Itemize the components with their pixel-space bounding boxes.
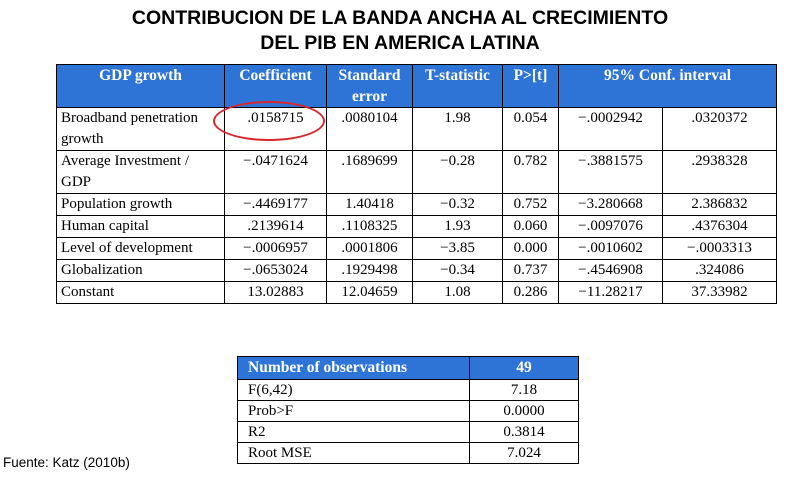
- cell-p-value: 0.000: [503, 238, 559, 260]
- stats-row: [238, 443, 579, 464]
- stats-label: Prob>F: [238, 401, 470, 422]
- cell-variable: Broadband penetration growth: [57, 108, 225, 151]
- cell-ci-low: −.0097076: [559, 216, 663, 238]
- stats-value: 7.18: [470, 380, 579, 401]
- stats-row: [238, 380, 579, 401]
- stats-value: 7.024: [470, 443, 579, 464]
- table-row: [57, 260, 777, 282]
- cell-t-statistic: 1.98: [413, 108, 503, 151]
- stats-label: F(6,42): [238, 380, 470, 401]
- table-row: [57, 194, 777, 216]
- cell-t-statistic: −0.32: [413, 194, 503, 216]
- cell-t-statistic: 1.93: [413, 216, 503, 238]
- cell-ci-high: .324086: [663, 260, 777, 282]
- cell-ci-high: 2.386832: [663, 194, 777, 216]
- cell-ci-high: −.0003313: [663, 238, 777, 260]
- cell-coefficient: −.4469177: [225, 194, 327, 216]
- cell-coefficient: −.0653024: [225, 260, 327, 282]
- model-stats-table: [237, 356, 579, 464]
- title-line-2: DEL PIB EN AMERICA LATINA: [260, 32, 540, 54]
- cell-p-value: 0.737: [503, 260, 559, 282]
- table-row: [57, 151, 777, 194]
- cell-standard-error: .1108325: [327, 216, 413, 238]
- header-t-statistic: T-statistic: [413, 65, 503, 108]
- cell-coefficient: 13.02883: [225, 282, 327, 304]
- cell-ci-low: −.3881575: [559, 151, 663, 194]
- cell-p-value: 0.060: [503, 216, 559, 238]
- stats-header-row: [238, 357, 579, 380]
- cell-t-statistic: −3.85: [413, 238, 503, 260]
- header-standard-error: Standard error: [327, 65, 413, 108]
- cell-standard-error: 12.04659: [327, 282, 413, 304]
- cell-ci-low: −.0002942: [559, 108, 663, 151]
- cell-t-statistic: −0.34: [413, 260, 503, 282]
- source-note: Fuente: Katz (2010b): [3, 455, 130, 470]
- cell-variable: Human capital: [57, 216, 225, 238]
- header-coefficient: Coefficient: [225, 65, 327, 108]
- table-row: [57, 282, 777, 304]
- cell-coefficient: −.0006957: [225, 238, 327, 260]
- cell-variable: Level of development: [57, 238, 225, 260]
- cell-variable: Globalization: [57, 260, 225, 282]
- header-gdp-growth: GDP growth: [57, 65, 225, 108]
- regression-header-row: [57, 65, 777, 108]
- cell-variable: Average Investment / GDP: [57, 151, 225, 194]
- cell-standard-error: .1689699: [327, 151, 413, 194]
- cell-standard-error: .0001806: [327, 238, 413, 260]
- header-p-value: P>[t]: [503, 65, 559, 108]
- stats-label: R2: [238, 422, 470, 443]
- cell-p-value: 0.752: [503, 194, 559, 216]
- cell-t-statistic: 1.08: [413, 282, 503, 304]
- stats-header-value: 49: [470, 357, 579, 380]
- cell-standard-error: .1929498: [327, 260, 413, 282]
- cell-t-statistic: −0.28: [413, 151, 503, 194]
- stats-row: [238, 401, 579, 422]
- stats-header-label: Number of observations: [238, 357, 470, 380]
- cell-p-value: 0.286: [503, 282, 559, 304]
- cell-coefficient: .0158715: [225, 108, 327, 151]
- cell-ci-high: 37.33982: [663, 282, 777, 304]
- title-line-1: CONTRIBUCION DE LA BANDA ANCHA AL CRECIMIENTO: [131, 7, 669, 29]
- regression-table: [56, 64, 777, 304]
- cell-ci-low: −.4546908: [559, 260, 663, 282]
- header-conf-interval: 95% Conf. interval: [559, 65, 777, 108]
- cell-coefficient: −.0471624: [225, 151, 327, 194]
- table-row: [57, 238, 777, 260]
- cell-ci-high: .0320372: [663, 108, 777, 151]
- stats-value: 0.0000: [470, 401, 579, 422]
- table-row: [57, 108, 777, 151]
- stats-row: [238, 422, 579, 443]
- cell-ci-high: .4376304: [663, 216, 777, 238]
- cell-ci-high: .2938328: [663, 151, 777, 194]
- cell-ci-low: −11.28217: [559, 282, 663, 304]
- table-row: [57, 216, 777, 238]
- cell-variable: Population growth: [57, 194, 225, 216]
- slide-title: [0, 6, 800, 56]
- cell-ci-low: −.0010602: [559, 238, 663, 260]
- cell-p-value: 0.782: [503, 151, 559, 194]
- cell-standard-error: 1.40418: [327, 194, 413, 216]
- cell-variable: Constant: [57, 282, 225, 304]
- cell-standard-error: .0080104: [327, 108, 413, 151]
- cell-p-value: 0.054: [503, 108, 559, 151]
- cell-ci-low: −3.280668: [559, 194, 663, 216]
- stats-label: Root MSE: [238, 443, 470, 464]
- stats-value: 0.3814: [470, 422, 579, 443]
- cell-coefficient: .2139614: [225, 216, 327, 238]
